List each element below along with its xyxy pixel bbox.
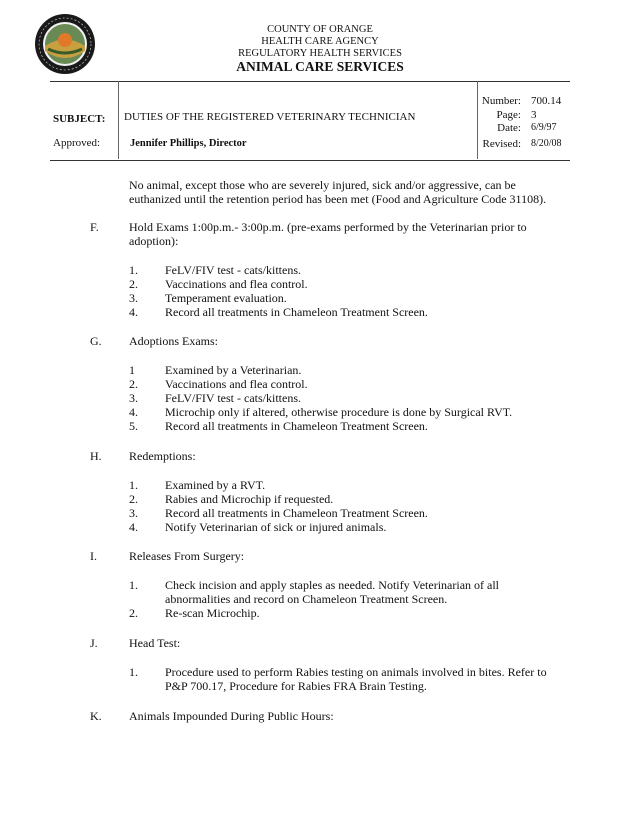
revised-label: Revised: <box>482 138 521 150</box>
section-f-item-1: FeLV/FIV test - cats/kittens. <box>165 263 301 277</box>
section-f-item-3-num: 3. <box>129 291 138 305</box>
section-g-item-2-num: 2. <box>129 377 138 391</box>
section-g-letter: G. <box>90 334 102 348</box>
section-f-item-2: Vaccinations and flea control. <box>165 277 308 291</box>
intro-line-2: euthanized until the retention period has been met (Food and Agriculture Code 31108). <box>129 192 547 206</box>
header-title: ANIMAL CARE SERVICES <box>236 59 404 74</box>
section-h-item-3-num: 3. <box>129 506 138 520</box>
section-g-item-2: Vaccinations and flea control. <box>165 377 308 391</box>
approved-label: Approved: <box>53 137 101 149</box>
section-g-heading: Adoptions Exams: <box>129 334 218 348</box>
section-g-item-1: Examined by a Veterinarian. <box>165 363 302 377</box>
section-i-item-2-num: 2. <box>129 606 138 620</box>
section-h-item-2-num: 2. <box>129 492 138 506</box>
subject-box-divider-left <box>118 81 119 159</box>
subject-box-divider-right <box>477 81 478 159</box>
section-g-item-4: Microchip only if altered, otherwise procedure is done by Surgical RVT. <box>165 405 513 419</box>
section-g-item-1-num: 1 <box>129 363 135 377</box>
section-h-item-4: Notify Veterinarian of sick or injured animals. <box>165 520 387 534</box>
section-f-item-4-num: 4. <box>129 305 138 319</box>
section-f-item-4: Record all treatments in Chameleon Treatment Screen. <box>165 305 428 319</box>
section-h-letter: H. <box>90 449 102 463</box>
number-label: Number: <box>481 95 521 107</box>
section-j-item-1: Procedure used to perform Rabies testing on animals involved in bites. Refer to <box>165 665 547 679</box>
section-h-item-2: Rabies and Microchip if requested. <box>165 492 334 506</box>
section-i-item-2: Re-scan Microchip. <box>165 606 260 620</box>
section-h-item-1: Examined by a RVT. <box>165 478 266 492</box>
section-g-item-5: Record all treatments in Chameleon Treatment Screen. <box>165 419 428 433</box>
section-f-line-1: Hold Exams 1:00p.m.- 3:00p.m. (pre-exams performed by the Veterinarian prior to <box>129 220 527 234</box>
section-h-item-4-num: 4. <box>129 520 138 534</box>
section-f-item-3: Temperament evaluation. <box>165 291 287 305</box>
date-label: Date: <box>497 122 521 134</box>
section-i-item-1: Check incision and apply staples as needed. Notify Veterinarian of all <box>165 578 500 592</box>
page-label: Page: <box>496 109 521 121</box>
section-j-heading: Head Test: <box>129 636 181 650</box>
section-j-item-1-cont: P&P 700.17, Procedure for Rabies FRA Brain Testing. <box>165 679 427 693</box>
header-line-3: REGULATORY HEALTH SERVICES <box>238 48 402 59</box>
section-g-item-3-num: 3. <box>129 391 138 405</box>
section-k-heading: Animals Impounded During Public Hours: <box>129 709 334 723</box>
section-j-item-1-num: 1. <box>129 665 138 679</box>
section-g-item-4-num: 4. <box>129 405 138 419</box>
section-i-letter: I. <box>90 549 97 563</box>
section-h-item-3: Record all treatments in Chameleon Treatment Screen. <box>165 506 428 520</box>
section-i-heading: Releases From Surgery: <box>129 549 245 563</box>
section-h-item-1-num: 1. <box>129 478 138 492</box>
section-f-item-1-num: 1. <box>129 263 138 277</box>
section-k-letter: K. <box>90 709 102 723</box>
subject-label: SUBJECT: <box>53 113 106 125</box>
section-g-item-5-num: 5. <box>129 419 138 433</box>
intro-line-1: No animal, except those who are severely injured, sick and/or aggressive, can be <box>129 178 516 192</box>
page-value: 3 <box>531 109 537 121</box>
section-f-item-2-num: 2. <box>129 277 138 291</box>
section-i-item-1-cont: abnormalities and record on Chameleon Treatment Screen. <box>165 592 448 606</box>
section-i-item-1-num: 1. <box>129 578 138 592</box>
header-line-2: HEALTH CARE AGENCY <box>261 36 379 47</box>
section-f-line-2: adoption): <box>129 234 179 248</box>
approved-value: Jennifer Phillips, Director <box>130 138 247 149</box>
section-f-letter: F. <box>90 220 99 234</box>
section-h-heading: Redemptions: <box>129 449 196 463</box>
number-value: 700.14 <box>531 95 562 107</box>
subject-value: DUTIES OF THE REGISTERED VETERINARY TECHNICIAN <box>124 111 416 123</box>
date-value: 6/9/97 <box>531 122 557 133</box>
county-seal-logo <box>34 13 96 75</box>
header-line-1: COUNTY OF ORANGE <box>267 24 373 35</box>
section-j-letter: J. <box>90 636 98 650</box>
revised-value: 8/20/08 <box>531 138 562 149</box>
section-g-item-3: FeLV/FIV test - cats/kittens. <box>165 391 301 405</box>
